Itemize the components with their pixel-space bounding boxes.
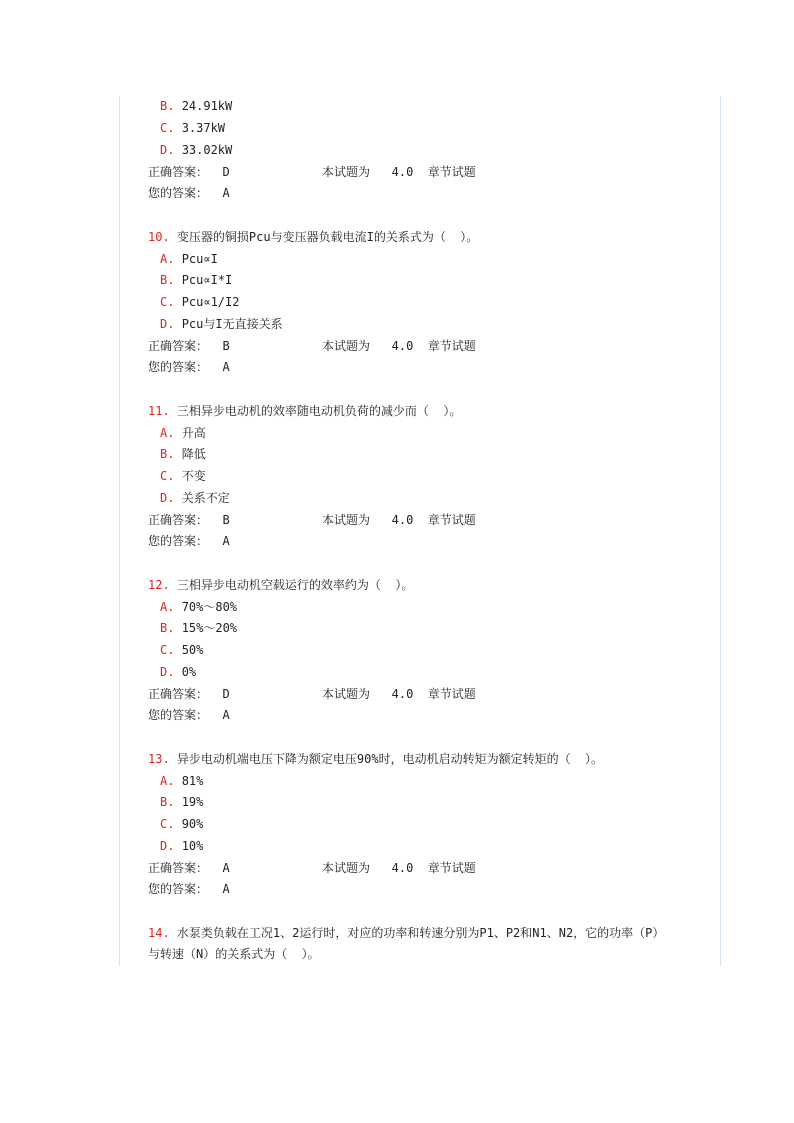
option-c: C. Pcu∝1/I2 [160, 295, 240, 309]
your-answer: 您的答案： A [148, 882, 230, 896]
option-d: D. 关系不定 [160, 491, 230, 505]
correct-answer: 正确答案： D 本试题为 4.0 章节试题 [148, 687, 476, 701]
correct-answer: 正确答案： B 本试题为 4.0 章节试题 [148, 513, 476, 527]
option-c: C. 90% [160, 817, 204, 831]
option-a: A. 70%～80% [160, 600, 238, 614]
option-b: B. 15%～20% [160, 621, 238, 635]
your-answer: 您的答案： A [148, 360, 230, 374]
question-11: 11. 三相异步电动机的效率随电动机负荷的减少而（ ）。 [148, 404, 462, 418]
option-d: D. Pcu与I无直接关系 [160, 317, 283, 331]
question-14-continued: 与转速（N）的关系式为（ ）。 [148, 947, 320, 961]
question-14: 14. 水泵类负载在工况1、2运行时，对应的功率和转速分别为P1、P2和N1、N2，它的功率（P） [148, 926, 665, 940]
option-b: B. 24.91kW [160, 99, 233, 113]
question-10: 10. 变压器的铜损Pcu与变压器负载电流I的关系式为（ ）。 [148, 230, 479, 244]
option-b: B. 降低 [160, 447, 206, 461]
option-b: B. Pcu∝I*I [160, 273, 233, 287]
option-c: C. 50% [160, 643, 204, 657]
question-13: 13. 异步电动机端电压下降为额定电压90%时，电动机启动转矩为额定转矩的（ ）。 [148, 752, 604, 766]
option-d: D. 33.02kW [160, 143, 233, 157]
option-d: D. 10% [160, 839, 204, 853]
option-b: B. 19% [160, 795, 204, 809]
option-a: A. 升高 [160, 426, 206, 440]
option-c: C. 3.37kW [160, 121, 226, 135]
option-c: C. 不变 [160, 469, 206, 483]
score-note: 本试题为 4.0 章节试题 [322, 339, 476, 353]
score-note: 本试题为 4.0 章节试题 [322, 861, 476, 875]
content-panel [119, 96, 721, 966]
score-note: 本试题为 4.0 章节试题 [322, 687, 476, 701]
question-12: 12. 三相异步电动机空载运行的效率约为（ ）。 [148, 578, 414, 592]
correct-answer: 正确答案： B 本试题为 4.0 章节试题 [148, 339, 476, 353]
correct-answer: 正确答案： A 本试题为 4.0 章节试题 [148, 861, 476, 875]
score-note: 本试题为 4.0 章节试题 [322, 513, 476, 527]
option-d: D. 0% [160, 665, 197, 679]
option-a: A. 81% [160, 774, 204, 788]
option-a: A. Pcu∝I [160, 252, 218, 266]
your-answer: 您的答案： A [148, 186, 230, 200]
score-note: 本试题为 4.0 章节试题 [322, 165, 476, 179]
your-answer: 您的答案： A [148, 534, 230, 548]
correct-answer: 正确答案： D 本试题为 4.0 章节试题 [148, 165, 476, 179]
your-answer: 您的答案： A [148, 708, 230, 722]
